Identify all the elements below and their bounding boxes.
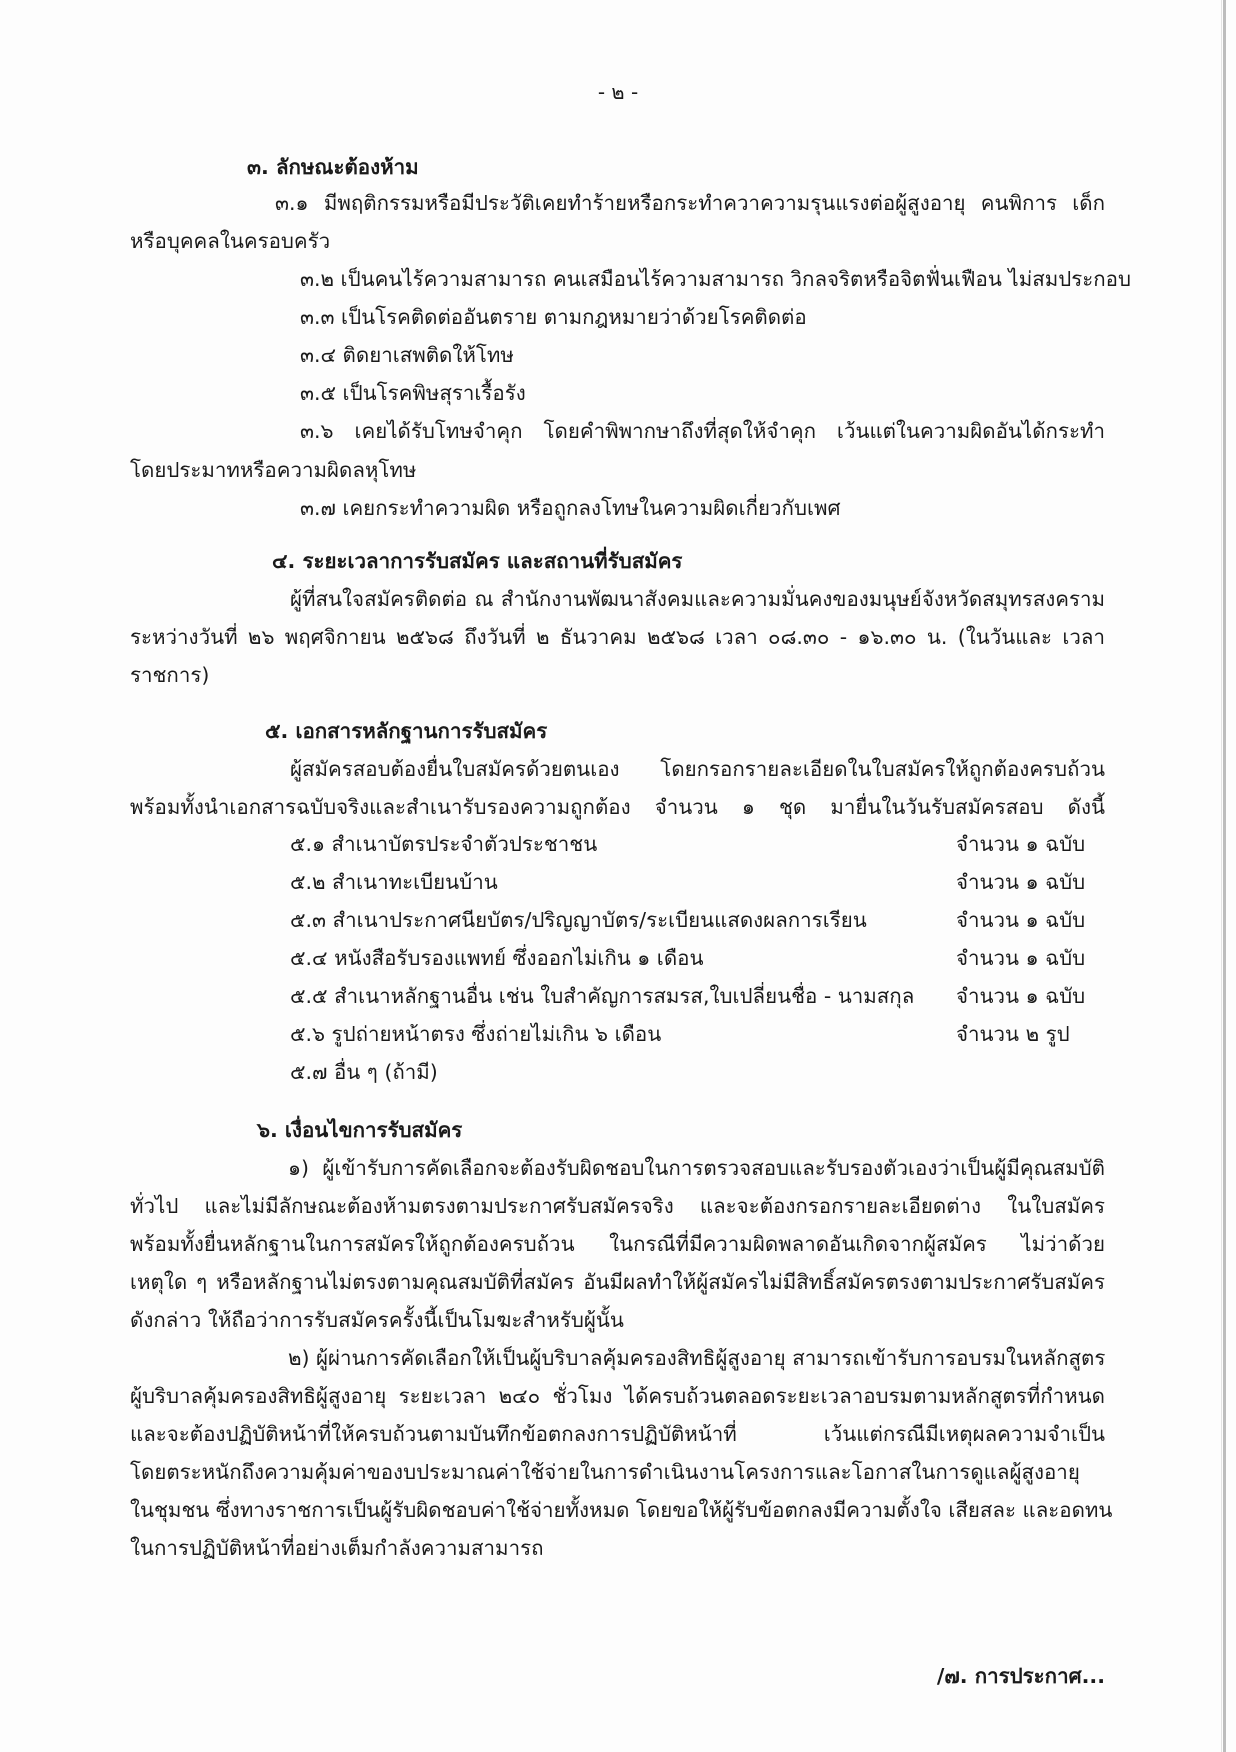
document-item-label: ๕.๕ สำเนาหลักฐานอื่น เช่น ใบสำคัญการสมรส,ใบเปลี่ยนชื่อ - นามสกุล <box>290 984 915 1008</box>
document-item-label: ๕.๓ สำเนาประกาศนียบัตร/ปริญญาบัตร/ระเบียนแสดงผลการเรียน <box>290 908 867 932</box>
section-6-line: และจะต้องปฏิบัติหน้าที่ให้ครบถ้วนตามบันทึกข้อตกลงการปฏิบัติหน้าที่ เว้นแต่กรณีมีเหตุผลความจำเป็น <box>130 1422 1105 1446</box>
section-5-heading: ๕. เอกสารหลักฐานการรับสมัคร <box>265 719 548 743</box>
document-item-qty: จำนวน ๑ ฉบับ <box>956 832 1086 856</box>
section-3-line: หรือบุคคลในครอบครัว <box>130 229 331 253</box>
document-item-label: ๕.๔ หนังสือรับรองแพทย์ ซึ่งออกไม่เกิน ๑ เดือน <box>290 946 704 970</box>
section-6-line: ในการปฏิบัติหน้าที่อย่างเต็มกำลังความสามารถ <box>130 1536 544 1560</box>
document-item-qty: จำนวน ๑ ฉบับ <box>956 984 1086 1008</box>
section-3-line: โดยประมาทหรือความผิดลหุโทษ <box>130 458 417 482</box>
section-6-line: เหตุใด ๆ หรือหลักฐานไม่ตรงตามคุณสมบัติที่สมัคร อันมีผลทำให้ผู้สมัครไม่มีสิทธิ์สมัครตรงตามประกาศรับสมัคร <box>130 1270 1105 1294</box>
page-edge-shadow <box>1223 0 1226 1752</box>
section-6-line: ๒) ผู้ผ่านการคัดเลือกให้เป็นผู้บริบาลคุ้มครองสิทธิผู้สูงอายุ สามารถเข้ารับการอบรมในหลักสูตร <box>288 1346 1106 1370</box>
document-item-qty: จำนวน ๑ ฉบับ <box>956 870 1086 894</box>
document-item-label: ๕.๗ อื่น ๆ (ถ้ามี) <box>290 1060 438 1084</box>
section-4-line: ราชการ) <box>130 663 210 687</box>
section-3-line: ๓.๑ มีพฤติกรรมหรือมีประวัติเคยทำร้ายหรือกระทำควาความรุนแรงต่อผู้สูงอายุ คนพิการ เด็ก <box>275 191 1105 215</box>
continuation-note: /๗. การประกาศ... <box>936 1664 1105 1688</box>
document-item-label: ๕.๑ สำเนาบัตรประจำตัวประชาชน <box>290 832 598 856</box>
section-4-line: ระหว่างวันที่ ๒๖ พฤศจิกายน ๒๕๖๘ ถึงวันที่ ๒ ธันวาคม ๒๕๖๘ เวลา ๐๘.๓๐ - ๑๖.๓๐ น. (ในวันและ เวลา <box>130 625 1105 649</box>
section-3-line: ๓.๓ เป็นโรคติดต่ออันตราย ตามกฎหมายว่าด้วยโรคติดต่อ <box>300 305 807 329</box>
section-3-line: ๓.๔ ติดยาเสพติดให้โทษ <box>300 343 514 367</box>
section-6-line: ผู้บริบาลคุ้มครองสิทธิผู้สูงอายุ ระยะเวลา ๒๔๐ ชั่วโมง ได้ครบถ้วนตลอดระยะเวลาอบรมตามหลักสูตรที่กำหนด <box>130 1384 1105 1408</box>
section-6-line: โดยตระหนักถึงความคุ้มค่าของบประมาณค่าใช้จ่ายในการดำเนินงานโครงการและโอกาสในการดูแลผู้สูงอายุ <box>130 1460 1080 1484</box>
document-item-qty: จำนวน ๑ ฉบับ <box>956 908 1086 932</box>
section-6-line: ดังกล่าว ให้ถือว่าการรับสมัครครั้งนี้เป็นโมฆะสำหรับผู้นั้น <box>130 1308 624 1332</box>
document-item-qty: จำนวน ๑ ฉบับ <box>956 946 1086 970</box>
page-number: - ๒ - <box>597 80 639 104</box>
document-item-label: ๕.๖ รูปถ่ายหน้าตรง ซึ่งถ่ายไม่เกิน ๖ เดือน <box>290 1022 662 1046</box>
section-3-line: ๓.๖ เคยได้รับโทษจำคุก โดยคำพิพากษาถึงที่สุดให้จำคุก เว้นแต่ในความผิดอันได้กระทำ <box>300 419 1105 443</box>
section-6-line: ทั่วไป และไม่มีลักษณะต้องห้ามตรงตามประกาศรับสมัครจริง และจะต้องกรอกรายละเอียดต่าง ในใบสมัคร <box>130 1194 1105 1218</box>
section-3-heading: ๓. ลักษณะต้องห้าม <box>247 155 419 179</box>
section-4-heading: ๔. ระยะเวลาการรับสมัคร และสถานที่รับสมัคร <box>272 549 683 573</box>
section-5-line: พร้อมทั้งนำเอกสารฉบับจริงและสำเนารับรองความถูกต้อง จำนวน ๑ ชุด มายื่นในวันรับสมัครสอบ ดังนี้ <box>130 795 1105 819</box>
section-6-heading: ๖. เงื่อนไขการรับสมัคร <box>257 1118 463 1142</box>
document-item-label: ๕.๒ สำเนาทะเบียนบ้าน <box>290 870 498 894</box>
section-6-line: พร้อมทั้งยื่นหลักฐานในการสมัครให้ถูกต้องครบถ้วน ในกรณีที่มีความผิดพลาดอันเกิดจากผู้สมัคร ไม่ว่าด้วย <box>130 1232 1105 1256</box>
section-6-line: ๑) ผู้เข้ารับการคัดเลือกจะต้องรับผิดชอบในการตรวจสอบและรับรองตัวเองว่าเป็นผู้มีคุณสมบัติ <box>288 1156 1105 1180</box>
section-3-line: ๓.๒ เป็นคนไร้ความสามารถ คนเสมือนไร้ความสามารถ วิกลจริตหรือจิตฟั่นเฟือน ไม่สมประกอบ <box>300 267 1132 291</box>
section-6-line: ในชุมชน ซึ่งทางราชการเป็นผู้รับผิดชอบค่าใช้จ่ายทั้งหมด โดยขอให้ผู้รับข้อตกลงมีความตั้งใจ เสียสละ และอดทน <box>130 1498 1113 1522</box>
page-edge-line <box>1221 0 1222 1752</box>
section-4-line: ผู้ที่สนใจสมัครติดต่อ ณ สำนักงานพัฒนาสังคมและความมั่นคงของมนุษย์จังหวัดสมุทรสงคราม <box>290 587 1105 611</box>
section-5-line: ผู้สมัครสอบต้องยื่นใบสมัครด้วยตนเอง โดยกรอกรายละเอียดในใบสมัครให้ถูกต้องครบถ้วน <box>290 757 1105 781</box>
document-item-qty: จำนวน ๒ รูป <box>956 1022 1070 1046</box>
section-3-line: ๓.๕ เป็นโรคพิษสุราเรื้อรัง <box>300 381 526 405</box>
section-3-line: ๓.๗ เคยกระทำความผิด หรือถูกลงโทษในความผิดเกี่ยวกับเพศ <box>300 496 841 520</box>
